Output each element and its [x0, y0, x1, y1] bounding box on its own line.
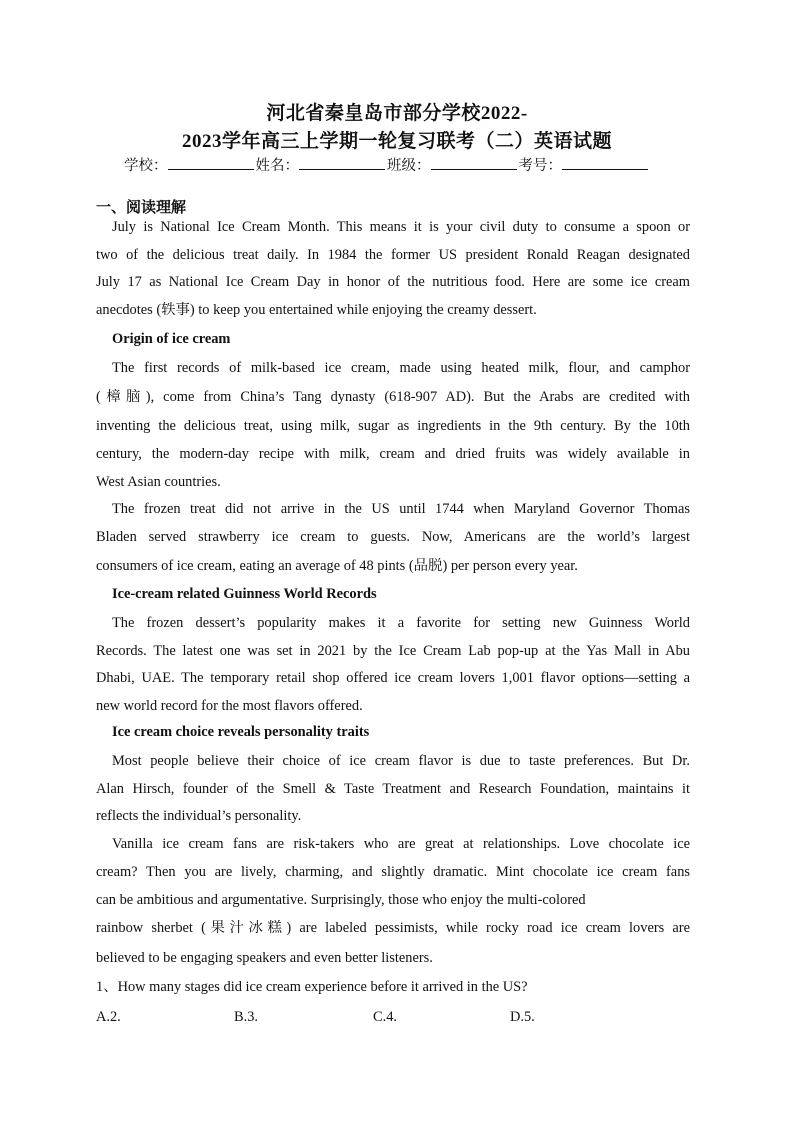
paragraph-line: The frozen dessert’s popularity makes it a favorite for setting new Guinness World	[112, 615, 690, 631]
paragraph-line: West Asian countries.	[96, 474, 221, 490]
option-c: C.4.	[373, 1009, 397, 1025]
paragraph-line: Records. The latest one was set in 2021 by the Ice Cream Lab pop-up at the Yas Mall in Abu	[96, 643, 690, 659]
document-title-line-2: 2023学年高三上学期一轮复习联考（二）英语试题	[181, 131, 612, 152]
paragraph-line: two of the delicious treat daily. In 1984 the former US president Ronald Reagan designated	[96, 247, 690, 263]
paragraph-line: cream? Then you are lively, charming, and slightly dramatic. Mint chocolate ice cream fans	[96, 864, 690, 880]
option-d: D.5.	[510, 1009, 535, 1025]
paragraph-line: can be ambitious and argumentative. Surprisingly, those who enjoy the multi-colored	[96, 892, 586, 908]
question-text: 1、How many stages did ice cream experience before it arrived in the US?	[96, 979, 528, 995]
school-blank	[168, 156, 254, 170]
name-blank	[299, 156, 385, 170]
number-label: 考号：	[518, 158, 562, 174]
subheading-guinness: Ice-cream related Guinness World Records	[112, 586, 377, 602]
paragraph-line: (樟脑), come from China’s Tang dynasty (618-907 AD). But the Arabs are credited with	[96, 389, 690, 405]
paragraph-line: century, the modern-day recipe with milk, cream and dried fruits was widely available in	[96, 446, 690, 462]
section-title: 一、阅读理解	[96, 200, 187, 216]
paragraph-line: The first records of milk-based ice cream, made using heated milk, flour, and camphor	[112, 360, 690, 376]
paragraph-line: rainbow sherbet (果汁冰糕) are labeled pessimists, while rocky road ice cream lovers are	[96, 920, 690, 936]
number-blank	[562, 156, 648, 170]
paragraph-line: believed to be engaging speakers and even better listeners.	[96, 950, 433, 966]
paragraph-line: anecdotes (轶事) to keep you entertained while enjoying the creamy dessert.	[96, 302, 537, 318]
paragraph-line: Bladen served strawberry ice cream to guests. Now, Americans are the world’s largest	[96, 529, 690, 545]
paragraph-line: Most people believe their choice of ice cream flavor is due to taste preferences. But Dr.	[112, 753, 690, 769]
paragraph-line: The frozen treat did not arrive in the US until 1744 when Maryland Governor Thomas	[112, 501, 690, 517]
paragraph-line: July is National Ice Cream Month. This means it is your civil duty to consume a spoon or	[112, 219, 690, 235]
paragraph-line: new world record for the most flavors offered.	[96, 698, 363, 714]
document-title-line-1: 河北省秦皇岛市部分学校2022-	[266, 103, 528, 124]
paragraph-line: inventing the delicious treat, using milk, sugar as ingredients in the 9th century. By the 10th	[96, 418, 690, 434]
paragraph-line: Alan Hirsch, founder of the Smell & Taste Treatment and Research Foundation, maintains it	[96, 781, 690, 797]
subheading-origin: Origin of ice cream	[112, 331, 231, 347]
option-a: A.2.	[96, 1009, 121, 1025]
paragraph-line: Dhabi, UAE. The temporary retail shop offered ice cream lovers 1,001 flavor options—setting a	[96, 670, 690, 686]
class-blank	[431, 156, 517, 170]
paragraph-line: consumers of ice cream, eating an average of 48 pints (品脱) per person every year.	[96, 558, 578, 574]
paragraph-line: Vanilla ice cream fans are risk-takers who are great at relationships. Love chocolate ice	[112, 836, 690, 852]
school-label: 学校：	[124, 158, 168, 174]
class-label: 班级：	[387, 158, 431, 174]
paragraph-line: reflects the individual’s personality.	[96, 808, 302, 824]
paragraph-line: July 17 as National Ice Cream Day in honor of the nutritious food. Here are some ice cream	[96, 274, 690, 290]
name-label: 姓名：	[255, 158, 299, 174]
student-info-row	[124, 154, 650, 175]
subheading-personality: Ice cream choice reveals personality traits	[112, 724, 370, 740]
option-b: B.3.	[234, 1009, 258, 1025]
